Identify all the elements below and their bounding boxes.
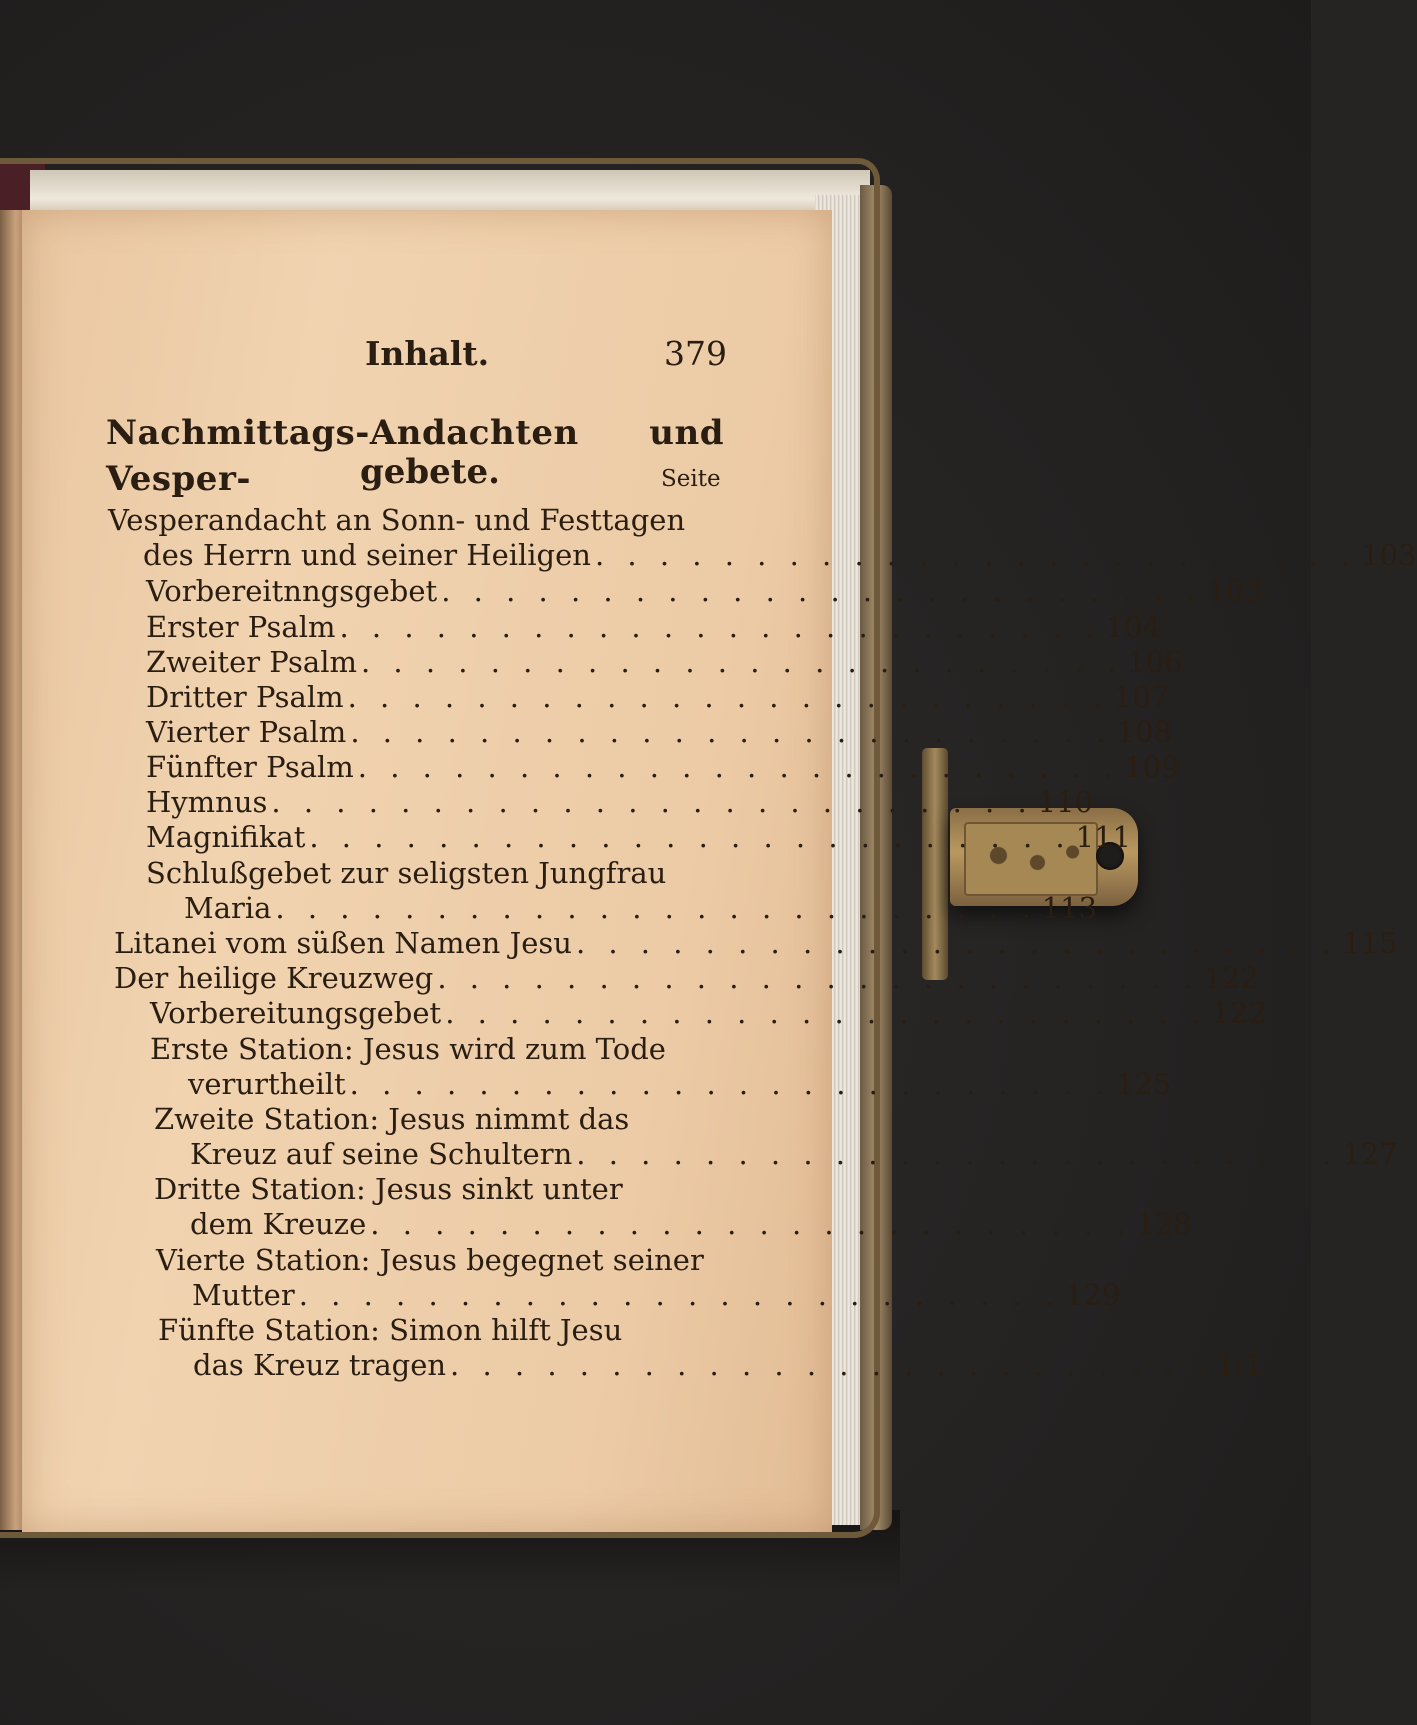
toc-entry-line: Fünfte Station: Simon hilft Jesu — [158, 1313, 623, 1347]
toc-entry-page: 128 — [1136, 1207, 1192, 1241]
seite-column-label: Seite — [661, 466, 721, 492]
toc-entry-page: 108 — [1116, 715, 1172, 749]
toc-entry — [146, 715, 1172, 749]
toc-entry — [150, 996, 1267, 1030]
toc-entry-title: verurtheilt — [188, 1067, 346, 1101]
toc-entry — [192, 1278, 1121, 1312]
toc-entry-page: 122 — [1211, 996, 1267, 1030]
running-head: Inhalt. — [365, 334, 490, 373]
toc-entry-title: dem Kreuze — [190, 1207, 367, 1241]
toc-entry-title: Kreuz auf seine Schultern — [190, 1137, 573, 1171]
leader-dots: . . . . . . . . . . . . . . . . . . . . . . . . — [445, 996, 1208, 1030]
toc-entry-line: Vesperandacht an Sonn- und Festtagen — [108, 503, 686, 537]
leader-dots: . . . . . . . . . . . . . . . . . . . . . . . . — [298, 1278, 1061, 1312]
toc-entry-page: 115 — [1342, 926, 1398, 960]
leader-dots: . . . . . . . . . . . . . . . . . . . . . . . . — [594, 538, 1358, 572]
leader-dots: . . . . . . . . . . . . . . . . . . . . . . . . — [271, 785, 1034, 819]
toc-entry — [190, 1137, 1398, 1171]
toc-entry-title: Dritter Psalm — [146, 680, 344, 714]
toc-entry-line: Dritte Station: Jesus sinkt unter — [154, 1172, 623, 1206]
leader-dots: . . . . . . . . . . . . . . . . . . . . . . . . — [370, 1207, 1133, 1241]
leader-dots: . . . . . . . . . . . . . . . . . . . . . . . . — [575, 926, 1339, 960]
toc-entry-title: Fünfter Psalm — [146, 750, 354, 784]
toc-entry-title: Mutter — [192, 1278, 295, 1312]
toc-entry — [146, 820, 1131, 854]
toc-entry-page: 122 — [1203, 961, 1259, 995]
section-title: Nachmittags-Andachten und Vesper- — [106, 413, 724, 499]
toc-entry — [193, 1348, 1263, 1382]
toc-entry — [146, 645, 1183, 679]
leader-dots: . . . . . . . . . . . . . . . . . . . . . . . . — [349, 1067, 1112, 1101]
toc-entry-page: 113 — [1041, 891, 1098, 925]
toc-entry — [114, 926, 1398, 960]
toc-entry-page: 125 — [1115, 1067, 1172, 1101]
toc-entry-page: 129 — [1064, 1278, 1121, 1312]
toc-entry-page: 110 — [1037, 785, 1094, 819]
toc-entry-title: Litanei vom süßen Namen Jesu — [114, 926, 572, 960]
toc-entry-title: Der heilige Kreuzweg — [114, 961, 434, 995]
toc-entry-title: Vorbereitnngsgebet — [146, 574, 438, 608]
leader-dots: . . . . . . . . . . . . . . . . . . . . . . . . — [350, 715, 1113, 749]
toc-entry-page: 104 — [1105, 610, 1162, 644]
toc-entry-page: 103 — [1207, 574, 1263, 608]
toc-entry-page: 1:1 — [1216, 1348, 1263, 1382]
toc-entry-page: 106 — [1127, 645, 1183, 679]
leader-dots: . . . . . . . . . . . . . . . . . . . . . . . . — [357, 750, 1121, 784]
toc-entry — [146, 574, 1263, 608]
leader-dots: . . . . . . . . . . . . . . . . . . . . . . . . — [347, 680, 1110, 714]
toc-entry-line: Vierte Station: Jesus begegnet seiner — [156, 1243, 704, 1277]
leader-dots: . . . . . . . . . . . . . . . . . . . . . . . . — [339, 610, 1102, 644]
toc-entry — [143, 538, 1417, 572]
toc-entry — [188, 1067, 1172, 1101]
leader-dots: . . . . . . . . . . . . . . . . . . . . . . . . — [361, 645, 1124, 679]
toc-entry-line: Schlußgebet zur seligsten Jungfrau — [146, 856, 667, 890]
leader-dots: . . . . . . . . . . . . . . . . . . . . . . . . — [576, 1137, 1339, 1171]
toc-entry — [184, 891, 1098, 925]
leader-dots: . . . . . . . . . . . . . . . . . . . . . . . . — [275, 891, 1038, 925]
toc-entry-title: Hymnus — [146, 785, 268, 819]
leader-dots: . . . . . . . . . . . . . . . . . . . . . . . . — [450, 1348, 1213, 1382]
toc-entry — [114, 961, 1259, 995]
toc-entry-title: des Herrn und seiner Heiligen — [143, 538, 591, 572]
toc-entry-title: Vorbereitungsgebet — [150, 996, 442, 1030]
toc-entry — [146, 610, 1162, 644]
toc-entry-title: Magnifikat — [146, 820, 306, 854]
leader-dots: . . . . . . . . . . . . . . . . . . . . . . . . — [441, 574, 1204, 608]
toc-entry — [146, 785, 1094, 819]
page-number: 379 — [664, 334, 727, 373]
toc-entry-title: das Kreuz tragen — [193, 1348, 447, 1382]
toc-entry-page: 127 — [1342, 1137, 1398, 1171]
toc-entry-title: Vierter Psalm — [146, 715, 347, 749]
toc-entry-page: 111 — [1075, 820, 1131, 854]
toc-entry — [146, 750, 1180, 784]
toc-entry — [190, 1207, 1192, 1241]
toc-entry-title: Maria — [184, 891, 272, 925]
leader-dots: . . . . . . . . . . . . . . . . . . . . . . . . — [309, 820, 1072, 854]
toc-entry — [146, 680, 1170, 714]
section-title-continuation: gebete. — [360, 452, 500, 492]
toc-entry-page: 103 — [1361, 538, 1417, 572]
toc-entry-line: Zweite Station: Jesus nimmt das — [154, 1102, 630, 1136]
toc-entry-title: Erster Psalm — [146, 610, 336, 644]
toc-entry-page: 109 — [1124, 750, 1180, 784]
toc-entry-line: Erste Station: Jesus wird zum Tode — [150, 1032, 666, 1066]
toc-entry-title: Zweiter Psalm — [146, 645, 357, 679]
toc-entry-page: 107 — [1113, 680, 1170, 714]
leader-dots: . . . . . . . . . . . . . . . . . . . . . . . . — [437, 961, 1200, 995]
